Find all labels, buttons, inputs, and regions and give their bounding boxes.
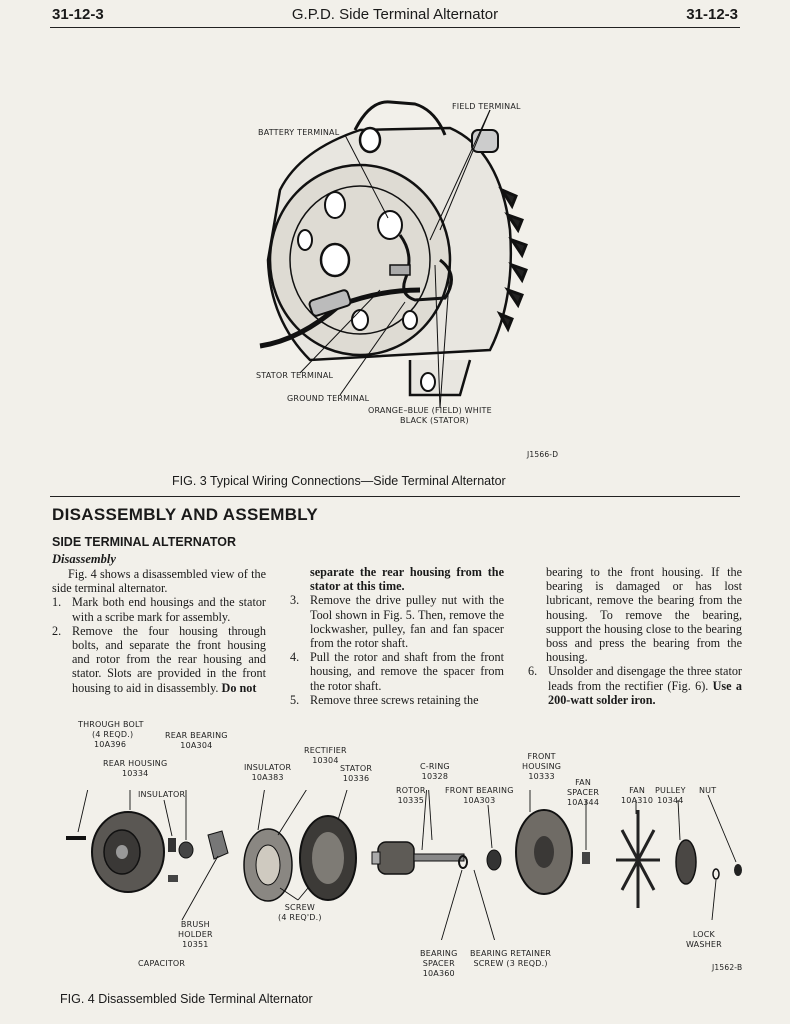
list-item: 4. Pull the rotor and shaft from the front housing, and remove the spacer from the rotor shaft.	[290, 650, 504, 693]
nut-part	[734, 864, 742, 876]
rectifier-part	[244, 829, 292, 901]
front-bearing-part	[487, 850, 501, 870]
fig4-label-rotor: ROTOR 10335	[396, 786, 426, 805]
fig3-label-stator-terminal: STATOR TERMINAL	[256, 371, 334, 380]
alternator-wiring-illustration	[240, 90, 540, 410]
fig3-code: J1566-D	[527, 450, 559, 459]
insulator-part	[168, 838, 176, 852]
fig4-label-rear-housing: REAR HOUSING 10334	[103, 759, 168, 778]
fig4-label-rear-bearing: REAR BEARING 10A304	[165, 731, 228, 750]
fig4-label-screw: SCREW (4 REQ'D.)	[278, 903, 322, 922]
fig4-label-front-housing: FRONT HOUSING 10333	[522, 752, 562, 781]
list-item: 3. Remove the drive pulley nut with the Tool shown in Fig. 5. Then, remove the lockwasher, pulley, fan and fan spacer from the rotor shaft.	[290, 593, 504, 651]
fig4-label-fan: FAN 10A310	[621, 786, 654, 805]
fig4-caption: FIG. 4 Disassembled Side Terminal Alternator	[60, 992, 313, 1006]
subsubsection-title: Disassembly	[52, 552, 116, 566]
rear-bearing-part	[179, 842, 193, 858]
fan-part	[616, 810, 660, 908]
capacitor-part	[168, 875, 178, 882]
fig4-label-c-ring: C-RING 10328	[420, 762, 450, 781]
fig3-label-ground-terminal: GROUND TERMINAL	[287, 394, 370, 403]
rear-housing-part	[92, 812, 164, 892]
list-item: 5. Remove three screws retaining the	[290, 692, 479, 707]
header-rule	[50, 27, 740, 28]
fig4-label-front-bearing: FRONT BEARING 10A303	[445, 786, 514, 805]
list-item: 2. Remove the four housing through bolts, and separate the front housing and rotor from the rear housing and stator. Slots are provided in the front housing to aid in disassembly. Do not	[52, 623, 266, 695]
fig4-label-fan-spacer: FAN SPACER 10A344	[567, 778, 600, 807]
front-housing-part	[516, 810, 572, 894]
page-number-left: 31-12-3	[52, 6, 104, 23]
subsection-title: SIDE TERMINAL ALTERNATOR	[52, 535, 237, 549]
fig4-label-stator: STATOR 10336	[340, 764, 373, 783]
page-title: G.P.D. Side Terminal Alternator	[291, 6, 499, 23]
stator-part	[300, 816, 356, 900]
fig4-label-brush-holder: BRUSH HOLDER 10351	[178, 920, 213, 949]
fig4-label-nut: NUT	[699, 786, 717, 795]
section-title: DISASSEMBLY AND ASSEMBLY	[52, 505, 319, 524]
col3-continuation: bearing to the front housing. If the bearing is damaged or has lost lubricant, remove the bearing from the housing. To remove the bearing, support the housing close to the bearing boss and press the bearing from the housing.	[546, 565, 742, 665]
col2-bold-continuation: separate the rear housing from the stator at this time.	[310, 565, 504, 594]
fig3-label-field-terminal: FIELD TERMINAL	[452, 102, 521, 111]
fan-spacer-part	[582, 852, 590, 864]
rotor-part	[372, 842, 464, 874]
fig4-label-lock-washer: LOCK WASHER	[686, 930, 722, 949]
pulley-part	[676, 840, 696, 884]
fig4-label-insulator: INSULATOR	[138, 790, 186, 799]
list-item: 1. Mark both end housings and the stator with a scribe mark for assembly.	[52, 595, 266, 624]
fig4-label-pulley: PULLEY 10344	[655, 786, 686, 805]
fig4-label-insulator-2: INSULATOR 10A383	[244, 763, 292, 782]
fig3-label-black-stator: BLACK (STATOR)	[400, 416, 469, 425]
text-column-1	[52, 567, 266, 695]
brush-holder-part	[208, 831, 228, 859]
fig4-label-bearing-spacer: BEARING SPACER 10A360	[420, 949, 458, 978]
lock-washer-part	[713, 869, 719, 879]
fig4-label-rectifier: RECTIFIER 10304	[304, 746, 347, 765]
fig3-label-battery-terminal: BATTERY TERMINAL	[258, 128, 340, 137]
fig3-label-wire-colors: ORANGE–BLUE (FIELD) WHITE	[368, 406, 492, 415]
fig4-label-capacitor: CAPACITOR	[138, 959, 186, 968]
text-column-3	[528, 565, 742, 707]
text-column-2	[290, 565, 504, 707]
fig4-code: J1562-B	[712, 963, 743, 972]
fig4-label-retainer-screw: BEARING RETAINER SCREW (3 REQD.)	[470, 949, 552, 968]
fig3-caption: FIG. 3 Typical Wiring Connections—Side Terminal Alternator	[172, 474, 506, 488]
section-rule	[50, 496, 740, 497]
page-number-right: 31-12-3	[686, 6, 738, 23]
fig4-label-through-bolt: THROUGH BOLT (4 REQD.) 10A396	[78, 720, 144, 749]
list-item: 6. Unsolder and disengage the three stator leads from the rectifier (Fig. 6). Use a 200-watt solder iron.	[528, 664, 742, 707]
exploded-view-illustration	[60, 790, 750, 940]
col1-intro: Fig. 4 shows a disassembled view of the side terminal alternator.	[52, 567, 266, 596]
